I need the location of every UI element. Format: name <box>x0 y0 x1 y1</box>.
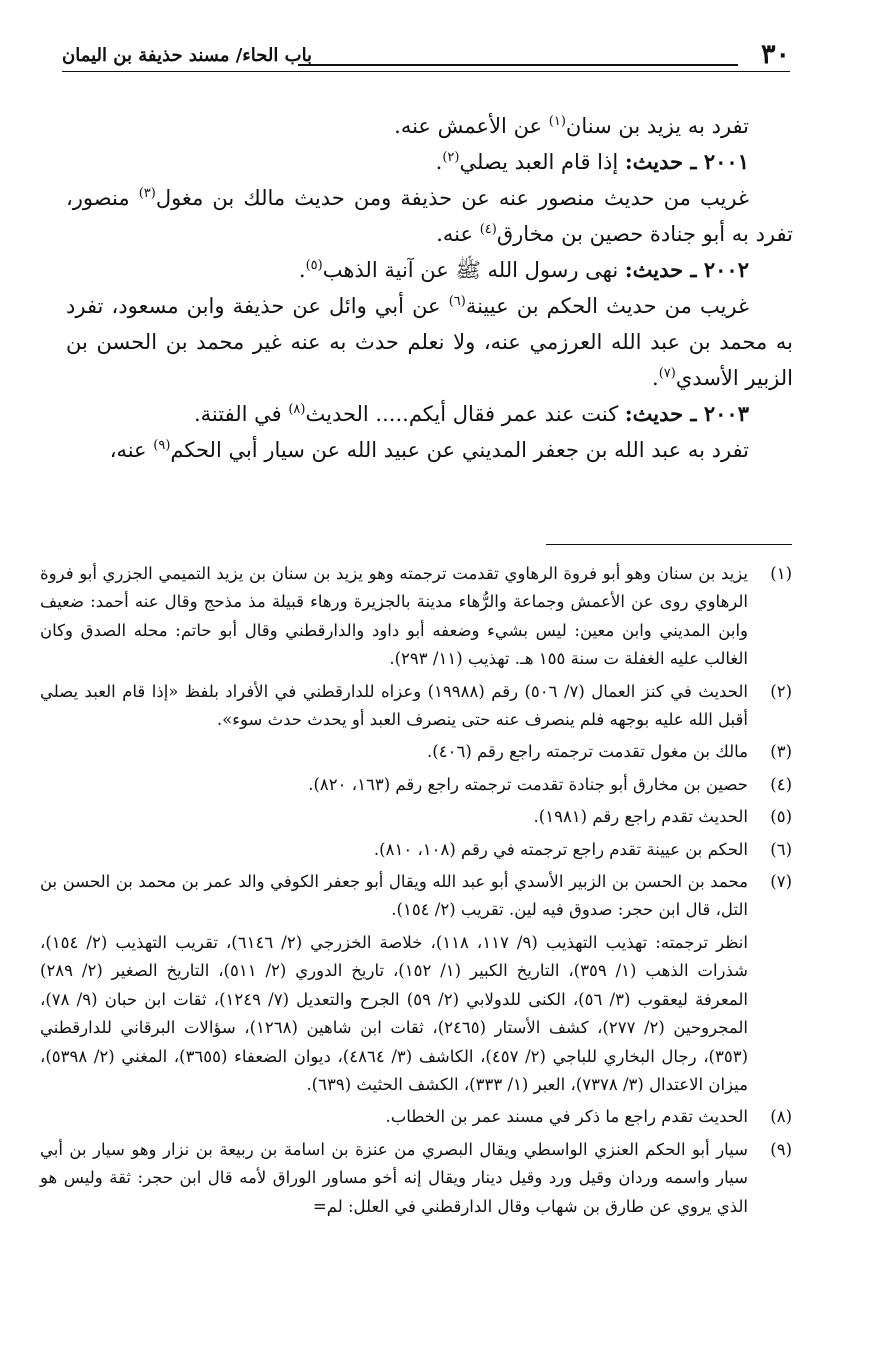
text-run: تفرد به يزيد بن سنان <box>565 114 749 138</box>
footnote-text: الحديث في كنز العمال (٧/ ٥٠٦) رقم (١٩٩٨٨) وعزاه للدارقطني في الأفراد بلفظ «إذا قام العبد يصلي أقبل الله عليه بوجهه فلم ينصرف عنه حتى ينصرف العبد أو يحدث حدث سوء». <box>40 681 748 730</box>
footnote <box>40 868 792 1099</box>
footnote-text: حصين بن مخارق أبو جنادة تقدمت ترجمته راجع رقم (١٦٣، ٨٢٠). <box>308 774 748 794</box>
footnote-separator <box>546 544 792 545</box>
paragraph <box>66 432 793 468</box>
footnote-number: (٢) <box>770 681 792 701</box>
footnote-text: يزيد بن سنان وهو أبو فروة الرهاوي تقدمت ترجمته وهو يزيد بن سنان بن يزيد التميمي الجزري أبو فروة الرهاوي روى عن الأعمش وجماعة والرُّهاء مدينة بالجزيرة ورهاء قبيلة مذ مذحج وقال عنه أحمد: ضعيف وابن المديني وابن معين: ليس بشيء وضعفه أبو داود والدارقطني وقال أبو حاتم: محله الصدق وكان الغالب عليه الغفلة ت سنة ١٥٥ هـ. تهذيب (١١/ ٢٩٣). <box>40 564 748 669</box>
text-run: في الفتنة. <box>193 402 289 426</box>
footnote-ref[interactable]: (٧) <box>658 366 676 381</box>
footnote <box>40 560 792 674</box>
running-title: باب الحاء/ مسند حذيفة بن اليمان <box>62 45 313 66</box>
main-text <box>66 108 793 468</box>
hadith-number: ٢٠٠١ ـ حديث: <box>624 149 749 174</box>
footnote-number: (٤) <box>770 774 792 794</box>
footnote-ref[interactable]: (٥) <box>305 258 323 273</box>
footnote-number: (٧) <box>770 872 792 892</box>
footnote <box>40 738 792 766</box>
hadith-heading <box>66 396 793 432</box>
footnote-number: (٥) <box>770 807 792 827</box>
footnote-text: الحديث تقدم راجع ما ذكر في مسند عمر بن الخطاب. <box>385 1107 748 1127</box>
footnote-number: (١) <box>770 564 792 583</box>
footnote-ref[interactable]: (٩) <box>153 438 171 453</box>
footnote-text: محمد بن الحسن بن الزبير الأسدي أبو عبد الله ويقال أبو جعفر الكوفي والد عمر بن محمد بن الحسن بن التل، قال ابن حجر: صدوق فيه لين. تقريب (٢/ ١٥٤). <box>40 872 748 920</box>
paragraph <box>66 288 793 396</box>
text-run: عن الأعمش عنه. <box>394 114 549 138</box>
footnote-text: مالك بن مغول تقدمت ترجمته راجع رقم (٤٠٦). <box>427 742 748 762</box>
footnote <box>40 771 792 799</box>
header-underline <box>62 71 790 72</box>
footnote-ref[interactable]: (٣) <box>138 186 156 201</box>
footnote-number: (٨) <box>770 1107 792 1127</box>
footnote-references: انظر ترجمته: تهذيب التهذيب (٩/ ١١٧، ١١٨)، خلاصة الخزرجي (٢/ ٦١٤٦)، تقريب التهذيب (٢/ ١٥٤)، شذرات الذهب (١/ ٣٥٩)، التاريخ الكبير (١/ ١٥٢)، تاريخ الدوري (٢/ ٥١١)، التاريخ الصغير (٢/ ٢٨٩) المعرفة ليعقوب (٣/ ٥٦)، الكنى للدولابي (٢/ ٥٩) الجرح والتعديل (٧/ ١٢٤٩)، ثقات ابن حبان (٩/ ٧٨)، المجروحين (٢/ ٢٧٧)، كشف الأستار (٢٤٦٥)، ثقات ابن شاهين (١٢٦٨)، سؤالات البرقاني للدارقطني (٣٥٣)، رجال البخاري للباجي (٢/ ٤٥٧)، الكاشف (٣/ ٤٨٦٤)، ديوان الضعفاء (٣٦٥٥)، المغني (٢/ ٥٣٩٨)، ميزان الاعتدال (٣/ ٧٣٧٨)، العبر (١/ ٣٣٣)، الكشف الحثيث (٦٣٩). <box>40 932 749 1094</box>
text-run: عنه، <box>109 438 154 462</box>
footnotes <box>40 560 792 1225</box>
text-run: إذا قام العبد يصلي <box>459 150 625 174</box>
footnote-ref[interactable]: (٢) <box>442 150 460 165</box>
hadith-number: ٢٠٠٣ ـ حديث: <box>624 401 749 426</box>
text-run: تفرد به عبد الله بن جعفر المديني عن عبيد الله عن سيار أبي الحكم <box>170 438 749 462</box>
text-run: غريب من حديث منصور عنه عن حذيفة ومن حديث مالك بن مغول <box>155 186 749 210</box>
text-run: منصور، تفرد به أبو جنادة حصين بن مخارق <box>66 186 793 246</box>
paragraph <box>66 108 793 144</box>
text-run: . <box>652 366 659 390</box>
footnote-text: سيار أبو الحكم العنزي الواسطي ويقال البصري من عنزة بن اسامة بن ربيعة بن نزار وهو سيار بن أبي سيار واسمه وردان وقيل ورد وقيل دينار ويقال إنه أخو مساور الوراق لأمه قال ابن حجر: ثقة وليس هو الذي يروي عن طارق بن شهاب وقال الدارقطني في العلل: لم= <box>40 1139 748 1216</box>
footnote <box>40 836 792 864</box>
text-run: نهى رسول الله ﷺ عن آنية الذهب <box>322 258 625 282</box>
footnote-ref[interactable]: (٤) <box>479 222 497 237</box>
footnote <box>40 678 792 735</box>
footnote <box>40 1136 792 1221</box>
hadith-number: ٢٠٠٢ ـ حديث: <box>624 257 749 282</box>
header-rule <box>298 64 738 66</box>
footnote-text: الحديث تقدم راجع رقم (١٩٨١). <box>533 807 748 827</box>
footnote-ref[interactable]: (٨) <box>288 402 306 417</box>
footnote-ref[interactable]: (٦) <box>448 294 466 309</box>
text-run: . <box>435 150 443 174</box>
footnote-number: (٦) <box>770 839 792 859</box>
hadith-heading <box>66 144 793 180</box>
page-header <box>62 40 790 72</box>
hadith-heading <box>66 252 793 288</box>
page-number: ٣٠ <box>760 39 790 70</box>
text-run: عن أبي وائل عن حذيفة وابن مسعود، تفرد به محمد بن عبد الله العرزمي عنه، ولا نعلم حدث به عنه غير محمد بن الحسن بن الزبير الأسدي <box>66 294 793 390</box>
text-run: عنه. <box>436 222 480 246</box>
footnote-ref[interactable]: (١) <box>548 114 566 129</box>
text-run: . <box>298 258 306 282</box>
footnote <box>40 1103 792 1131</box>
footnote <box>40 803 792 831</box>
footnote-text: الحكم بن عيينة تقدم راجع ترجمته في رقم (١٠٨، ٨١٠). <box>373 839 748 859</box>
text-run: غريب من حديث الحكم بن عيينة <box>465 294 749 318</box>
footnote-number: (٩) <box>770 1139 792 1159</box>
paragraph <box>66 180 793 252</box>
text-run: كنت عند عمر فقال أيكم..... الحديث <box>305 402 625 426</box>
footnote-number: (٣) <box>770 742 792 762</box>
